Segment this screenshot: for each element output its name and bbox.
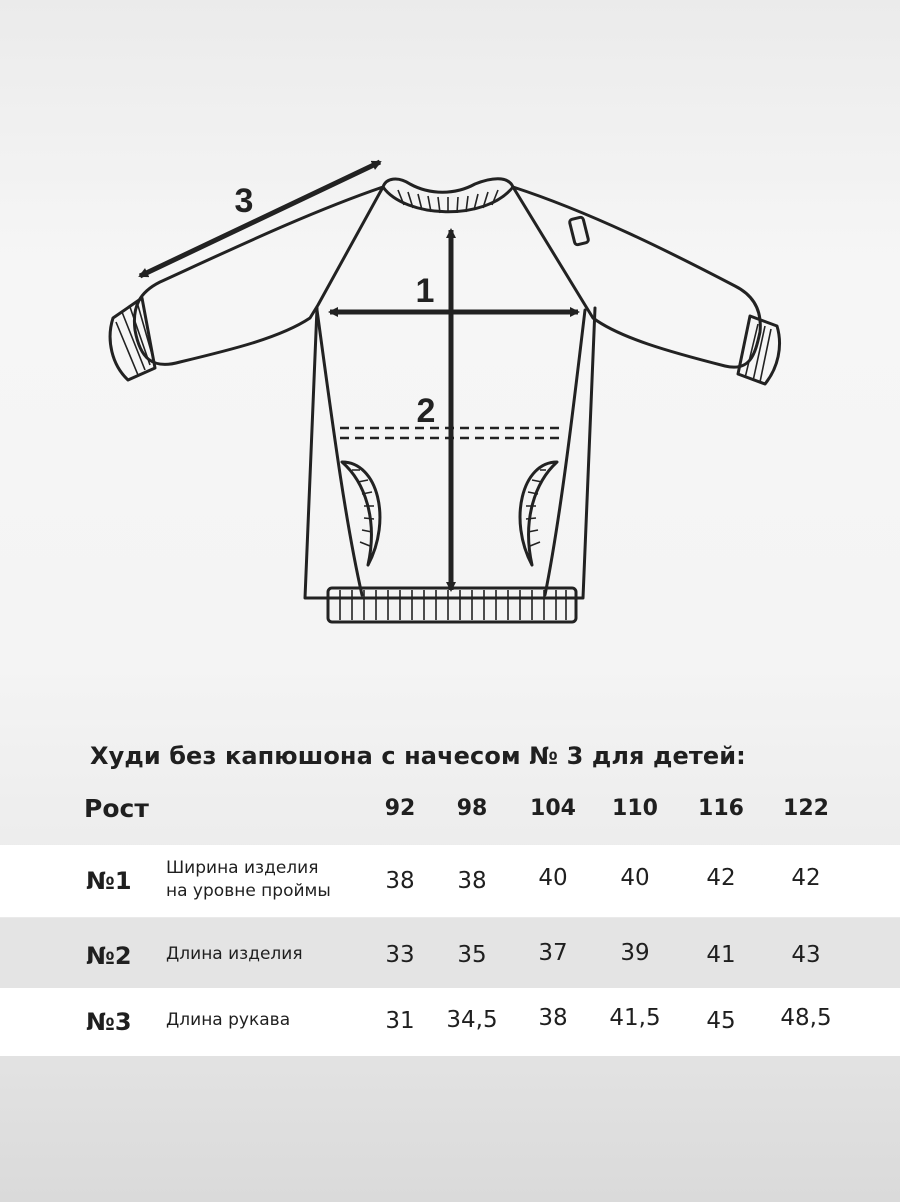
hem-rib — [328, 588, 576, 622]
table-row — [0, 845, 900, 917]
row-value: 42 — [706, 865, 736, 891]
row-value: 38 — [385, 868, 415, 894]
row-value: 41 — [706, 942, 736, 968]
front-panel-seam-right — [545, 310, 585, 595]
row-value: 48,5 — [780, 1005, 832, 1031]
row-value: 40 — [538, 865, 568, 891]
row-value: 34,5 — [446, 1007, 498, 1033]
row-number: №1 — [86, 867, 132, 895]
measure-label-3: 3 — [234, 182, 254, 220]
sleeve-tab — [569, 217, 589, 246]
row-value: 39 — [620, 940, 650, 966]
height-92: 92 — [384, 796, 416, 821]
height-122: 122 — [783, 796, 829, 821]
row-value: 42 — [791, 865, 821, 891]
row-value: 37 — [538, 940, 568, 966]
left-sleeve — [134, 187, 383, 364]
height-label: Рост — [84, 794, 149, 823]
table-row — [0, 918, 900, 988]
row-value: 33 — [385, 942, 415, 968]
height-116: 116 — [698, 796, 744, 821]
measure-label-2: 2 — [416, 392, 436, 430]
row-value: 31 — [385, 1008, 415, 1034]
table-header-row — [0, 792, 900, 832]
height-98: 98 — [456, 796, 488, 821]
row-number: №2 — [86, 942, 132, 970]
right-sleeve — [513, 187, 760, 367]
row-value: 38 — [457, 868, 487, 894]
right-cuff-stripes — [745, 324, 771, 382]
height-110: 110 — [612, 796, 658, 821]
row-value: 38 — [538, 1005, 568, 1031]
table-row — [0, 988, 900, 1056]
row-value: 43 — [791, 942, 821, 968]
row-description-line1: Ширина изделия — [166, 858, 319, 878]
row-value: 45 — [706, 1008, 736, 1034]
row-description-line1: Длина изделия — [166, 944, 303, 964]
right-cuff — [738, 316, 780, 384]
row-value: 41,5 — [609, 1005, 661, 1031]
table-title: Худи без капюшона с начесом № 3 для детей: — [90, 742, 746, 770]
row-description-line1: Длина рукава — [166, 1010, 291, 1030]
height-104: 104 — [530, 796, 576, 821]
row-number: №3 — [86, 1008, 132, 1036]
row-description-line2: на уровне проймы — [166, 881, 331, 901]
measure-label-1: 1 — [415, 272, 435, 310]
row-value: 40 — [620, 865, 650, 891]
hem-rib-stripes — [340, 590, 566, 620]
row-value: 35 — [457, 942, 487, 968]
right-pocket — [520, 462, 557, 565]
front-panel-seam-left — [317, 310, 362, 595]
